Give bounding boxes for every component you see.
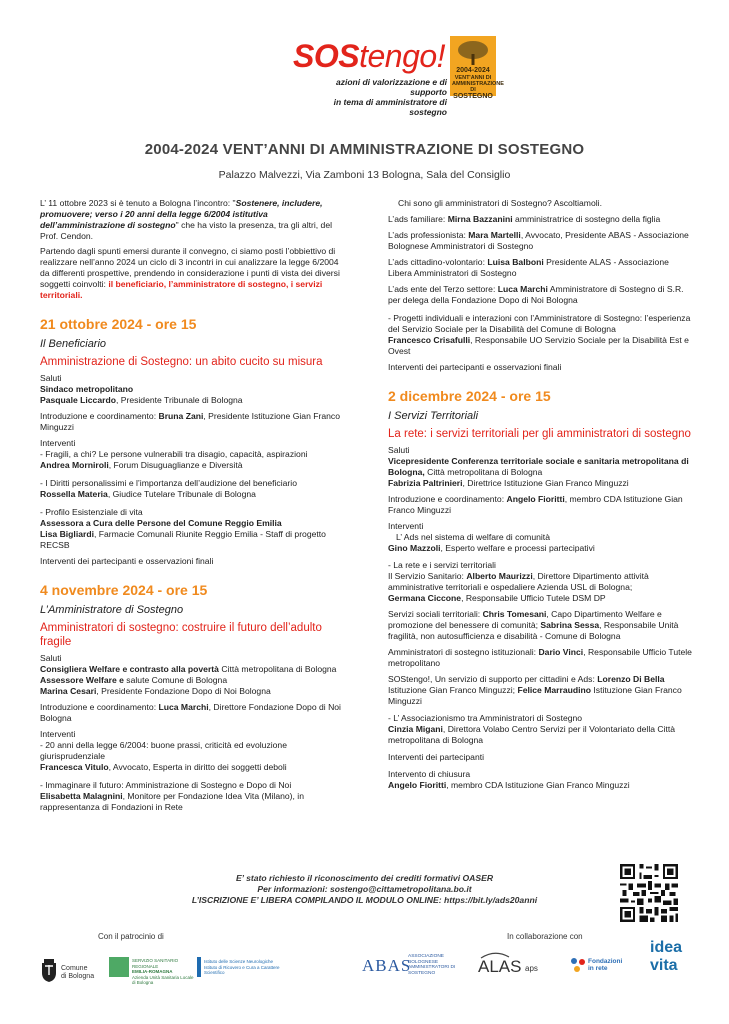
event-3-saluti: Saluti Vicepresidente Conferenza territoriale sociale e sanitaria metropolitana di Bologna, Città metropolitana di Bologna Fabrizia Paltrinieri, Direttrice Istituzione Gian Franco Minguzzi <box>388 445 689 488</box>
event-3-date: 2 dicembre 2024 - ore 15 <box>388 388 551 404</box>
event-3-intervento-1: Interventi L’ Ads nel sistema di welfare di comunità Gino Mazzoli, Esperto welfare e processi partecipativi <box>388 521 595 553</box>
event-3-intervento-6: - L’ Associazionismo tra Amministratori di Sostegno Cinzia Migani, Direttora Volabo Centro Servizi per il Volontariato della Città metropolitana di Bologna <box>388 713 676 745</box>
coat-of-arms-icon <box>40 959 58 983</box>
event-2-intervento-1: Interventi - 20 anni della legge 6/2004: buone prassi, criticità ed evoluzione giurisprudenziale Francesca Vitulo, Avvocato, Esperta in diritto dei soggetti deboli <box>40 729 287 772</box>
event-1-subtitle: Il Beneficiario <box>40 338 107 350</box>
event-1-intervento-2: - I Diritti personalissimi e l’importanza dell’audizione del beneficiario Rossella Materia, Giudice Tutelare Tribunale di Bologna <box>40 478 297 499</box>
collaborazione-label: In collaborazione con <box>507 932 583 941</box>
tree-icon <box>456 40 490 66</box>
idea-vita-logo: idea vita <box>650 939 683 974</box>
footer-info: E’ stato richiesto il riconoscimento dei crediti formativi OASER Per informazioni: sostengo@cittametropolitana.bo.it L’ISCRIZIONE E’ LIBERA COMPILANDO IL MODULO ONLINE: https://bit.ly/ads20anni <box>0 873 729 906</box>
event-1-intervento-3: - Profilo Esistenziale di vita Assessora a Cura delle Persone del Comune Reggio Emilia Lisa Bigliardi, Farmacie Comunali Riunite Reggio Emilia - Staff di progetto RECSB <box>40 507 326 550</box>
event-1-intro: Introduzione e coordinamento: Bruna Zani, Presidente Istituzione Gian Franco Minguzzi <box>40 411 340 432</box>
event-1-closing: Interventi dei partecipanti e osservazioni finali <box>40 556 214 566</box>
event-1-title: Amministrazione di Sostegno: un abito cucito su misura <box>40 356 323 368</box>
event-3-chiusura: Intervento di chiusura Angelo Fioritti, membro CDA Istituzione Gian Franco Minguzzi <box>388 769 630 790</box>
event-2-closing: Interventi dei partecipanti e osservazioni finali <box>388 362 562 372</box>
intro-paragraph-1: L’ 11 ottobre 2023 si è tenuto a Bologna l’incontro: "Sostenere, includere, promuovere; verso i 20 anni della legge 6/2004 istitutiva dell’amministrazione di sostegno" che ha visto la presenza, tra gli altri, del Prof. Cendon. <box>40 198 333 241</box>
event-3-intervento-2: - La rete e i servizi territoriali Il Servizio Sanitario: Alberto Maurizzi, Direttore Dipartimento attività amministrative territoriali e ospedaliere Azienda USL di Bologna; Germana Ciccone, Responsabile Ufficio Tutele DSM DP <box>388 560 649 603</box>
fondazioni-in-rete-logo: Fondazioni in rete <box>570 955 630 983</box>
event-2-intervento-2: - Immaginare il futuro: Amministrazione di Sostegno e Dopo di Noi Elisabetta Malagnini, Monitore per Fondazione Idea Vita (Milano), in rappresentanza di Fondazioni in Rete <box>40 780 304 812</box>
network-icon <box>570 957 586 973</box>
sostengo-logo: SOStengo! <box>293 38 446 74</box>
event-2-intro: Introduzione e coordinamento: Luca Marchi, Direttore Fondazione Dopo di Noi Bologna <box>40 702 341 723</box>
event-1-date: 21 ottobre 2024 - ore 15 <box>40 316 197 332</box>
qr-code-icon[interactable] <box>618 862 680 924</box>
event-3-intervento-5: SOStengo!, Un servizio di supporto per cittadini e Ads: Lorenzo Di Bella Istituzione Gian Franco Minguzzi; Felice Marraudino Istituzione Gian Franco Minguzzi <box>388 674 682 706</box>
ads-professionista: L’ads professionista: Mara Martelli, Avvocato, Presidente ABAS - Associazione Bolognese Amministratori di Sostegno <box>388 230 689 251</box>
patrocinio-label: Con il patrocinio di <box>98 932 164 941</box>
intro-paragraph-2: Partendo dagli spunti emersi durante il convegno, ci siamo posti l’obbiettivo di realizzare nell’anno 2024 un ciclo di 3 incontri in cui analizzare la legge 6/2004 da differenti prospettive, prendendo in considerazione i punti di vista dei diversi soggetti coinvolti: il beneficiario, l’amministratore di sostegno, i servizi territoriali. <box>40 246 340 300</box>
anniversary-badge: 2004-2024 VENT'ANNI DI AMMINISTRAZIONE DI SOSTEGNO <box>450 36 496 96</box>
event-2-subtitle: L’Amministratore di Sostegno <box>40 604 184 616</box>
comune-bologna-logo: Comune di Bologna <box>40 957 100 987</box>
logo-tagline: azioni di valorizzazione e di supporto in tema di amministratore di sostegno <box>333 77 447 117</box>
event-2-date: 4 novembre 2024 - ore 15 <box>40 582 208 598</box>
event-1 <box>40 315 345 567</box>
event-2-saluti: Saluti Consigliera Welfare e contrasto alla povertà Città metropolitana di Bologna Assessore Welfare e salute Comune di Bologna Marina Cesari, Presidente Fondazione Dopo di Noi Bologna <box>40 653 337 696</box>
venue-text: Palazzo Malvezzi, Via Zamboni 13 Bologna, Sala del Consiglio <box>218 169 511 181</box>
alas-logo: ALAS aps <box>478 951 553 981</box>
event-2 <box>40 581 345 813</box>
event-1-saluti: Saluti Sindaco metropolitano Pasquale Liccardo, Presidente Tribunale di Bologna <box>40 373 243 405</box>
event-3-title: La rete: i servizi territoriali per gli amministratori di sostegno <box>388 428 691 440</box>
event-3-intervento-4: Amministratori di sostegno istituzionali: Dario Vinci, Responsabile Ufficio Tutele metropolitano <box>388 647 692 668</box>
ads-volontario: L’ads cittadino-volontario: Luisa Balboni Presidente ALAS - Associazione Libera Amministratori di Sostegno <box>388 257 669 278</box>
event-3 <box>388 387 693 791</box>
istituto-neurologico-logo: Istituto delle Scienze Neurologiche Istituto di Ricovero e Cura a Carattere Scientifico <box>197 957 282 983</box>
page-title: 2004-2024 VENT’ANNI DI AMMINISTRAZIONE DI SOSTEGNO <box>144 141 585 158</box>
event-3-intervento-3: Servizi sociali territoriali: Chris Tomesani, Capo Dipartimento Welfare e promozione del benessere di comunità; Sabrina Sessa, Responsabile Unità fragilità, non autosufficienza e disabilità - Comune di Bologna <box>388 609 679 641</box>
left-column <box>40 198 345 818</box>
ads-terzo-settore: L’ads ente del Terzo settore: Luca Marchi Amministratore di Sostegno di S.R. per delega della Fondazione Dopo di Noi Bologna <box>388 284 684 305</box>
event-2-continued-intro: Chi sono gli amministratori di Sostegno? Ascoltiamoli. <box>398 198 602 208</box>
event-3-intro: Introduzione e coordinamento: Angelo Fioritti, membro CDA Istituzione Gian Franco Minguzzi <box>388 494 683 515</box>
abas-logo: ABAS ASSOCIAZIONE BOLOGNESE AMMINISTRATORI DI SOSTEGNO <box>362 954 456 976</box>
event-3-participants: Interventi dei partecipanti <box>388 752 485 762</box>
event-1-intervento-1: Interventi - Fragili, a chi? Le persone vulnerabili tra disagio, capacità, aspirazioni Andrea Morniroli, Forum Disuguaglianze e Diversità <box>40 438 308 470</box>
ssr-emilia-romagna-logo: SERVIZIO SANITARIO REGIONALE EMILIA-ROMAGNA Azienda Unità Sanitaria Locale di Bologna <box>109 957 194 983</box>
ads-familiare: L’ads familiare: Mirna Bazzanini amministratrice di sostegno della figlia <box>388 214 661 224</box>
event-3-subtitle: I Servizi Territoriali <box>388 410 479 422</box>
progetti-individuali: - Progetti individuali e interazioni con l’Amministratore di Sostegno: l’esperienza del Servizio Sociale per la Disabilità del Comune di Bologna Francesco Crisafulli, Responsabile UO Servizio Sociale per la Disabilità Est e Ovest <box>388 313 691 356</box>
right-column <box>388 198 693 796</box>
event-2-title: Amministratori di sostegno: costruire il futuro dell’adulto fragile <box>40 622 322 648</box>
registration-link[interactable]: L’ISCRIZIONE E’ LIBERA COMPILANDO IL MODULO ONLINE: https://bit.ly/ads20anni <box>191 895 538 905</box>
